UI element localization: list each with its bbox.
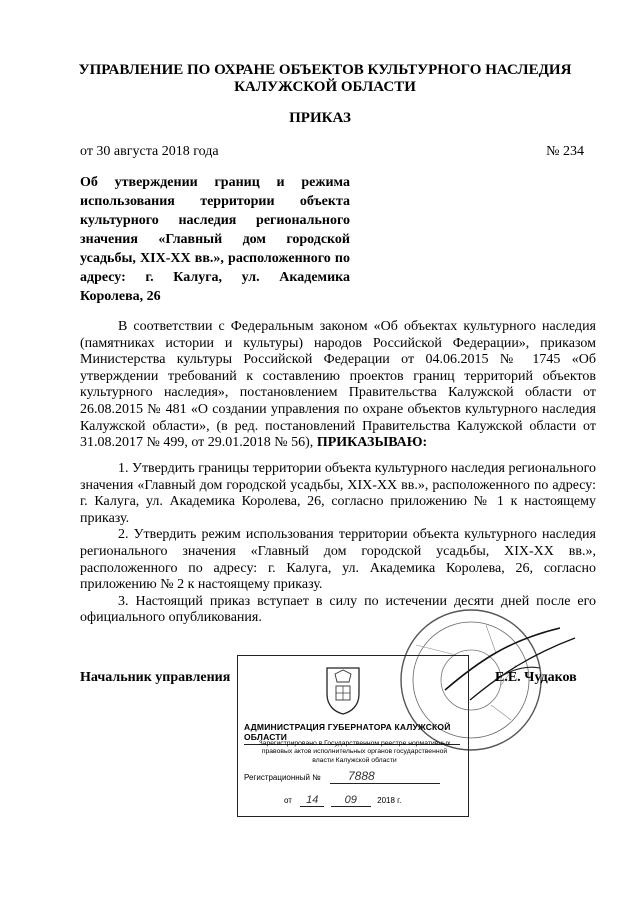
order-items <box>80 461 596 627</box>
document-number: № 234 <box>546 144 584 159</box>
order-item-2: 2. Утвердить режим использования территории объекта культурного наследия регионального значения «Главный дом городской усадьбы, XIX-XX вв.», расположенного по адресу: г. Калуга, ул. Академика Королева, 26, согласно приложению № 2 к настоящему приказу. <box>80 527 596 593</box>
signatory-name: Е.Е. Чудаков <box>495 670 577 685</box>
organization-line-2: КАЛУЖСКОЙ ОБЛАСТИ <box>234 79 416 95</box>
order-word: ПРИКАЗЫВАЮ: <box>316 435 428 451</box>
preamble-paragraph <box>80 319 596 452</box>
stamp-date <box>284 794 401 806</box>
organization-line-1: УПРАВЛЕНИЕ ПО ОХРАНЕ ОБЪЕКТОВ КУЛЬТУРНОГО НАСЛЕДИЯ <box>78 62 572 78</box>
organization-header <box>60 62 590 96</box>
stamp-note: Зарегистрировано в Государственном реестре нормативных правовых актов исполнительных органов государственной власти Калужской области <box>258 740 451 764</box>
order-item-3: 3. Настоящий приказ вступает в силу по истечении десяти дней после его официального опубликования. <box>80 593 596 626</box>
document-type: ПРИКАЗ <box>289 110 351 126</box>
signatory-position: Начальник управления <box>80 670 231 685</box>
coat-of-arms-icon <box>323 664 363 716</box>
preamble-text: В соответствии с Федеральным законом «Об объектах культурного наследия (памятниках истории и культуры) народов Российской Федерации», приказом Министерства культуры Российской Федерации от 04.06.2015 № 1745 «Об утверждении требований к составлению проектов границ территорий объектов культурного наследия», постановлением Правительства Калужской области от 26.08.2015 № 481 «О создании управления по охране объектов культурного наследия Калужской области», (в ред. постановлений Правительства Калужской области от 31.08.2017 № 499, от 29.01.2018 № 56), <box>80 319 596 451</box>
stamp-date-prefix: от <box>284 796 292 805</box>
stamp-header: АДМИНИСТРАЦИЯ ГУБЕРНАТОРА КАЛУЖСКОЙ ОБЛАСТИ <box>244 722 460 745</box>
registration-stamp <box>237 655 469 817</box>
stamp-reg-number: 7888 <box>348 769 375 783</box>
document-date: от 30 августа 2018 года <box>80 144 219 159</box>
document-subject: Об утверждении границ и режима использования территории объекта культурного наследия регионального значения «Главный дом городской усадьбы, XIX-XX вв.», расположенного по адресу: г. Калуга, ул. Академика Королева, 26 <box>80 175 350 304</box>
stamp-date-month: 09 <box>331 794 371 807</box>
stamp-reg-label: Регистрационный № <box>244 773 321 782</box>
stamp-date-year: 2018 г. <box>377 796 402 805</box>
stamp-date-day: 14 <box>300 794 324 807</box>
order-item-1: 1. Утвердить границы территории объекта культурного наследия регионального значения «Главный дом городской усадьбы, XIX-XX вв.», расположенного по адресу: г. Калуга, ул. Академика Королева, 26, согласно приложению № 1 к настоящему приказу. <box>80 461 596 526</box>
stamp-reg-underline <box>330 783 440 784</box>
